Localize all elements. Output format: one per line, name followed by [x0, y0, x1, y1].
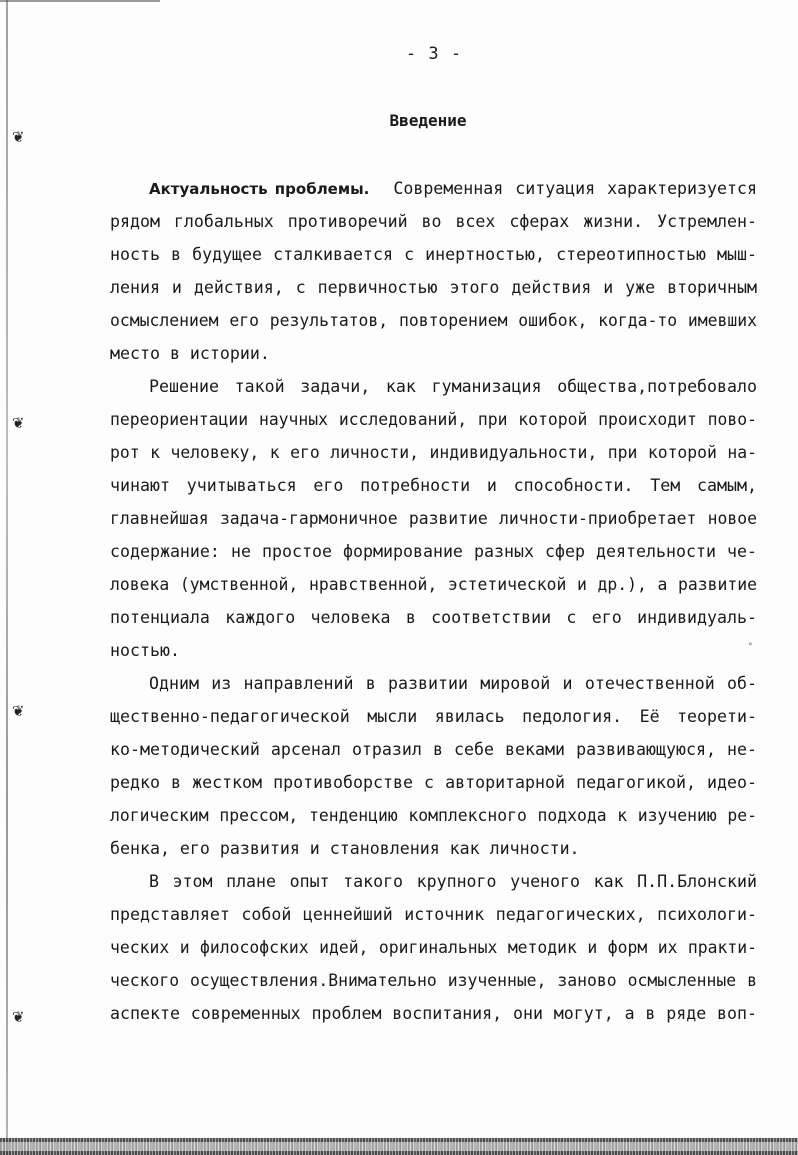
text-line: Актуальность проблемы. Современная ситуация характеризуется [149, 179, 757, 198]
text-line: ность в будущее сталкивается с инертностью, стереотипностью мыш- [110, 245, 757, 264]
text-line: главнейшая задача-гармоничное развитие личности-приобретает новое [110, 509, 757, 528]
text-line: чинают учитываться его потребности и способности. Тем самым, [110, 476, 757, 495]
text-line: аспекте современных проблем воспитания, они могут, а в ряде воп- [110, 1004, 757, 1023]
text-line: рядом глобальных противоречий во всех сферах жизни. Устремлен- [110, 212, 757, 231]
text-line: рот к человеку, к его личности, индивидуальности, при которой на- [110, 443, 757, 462]
text-line: ловека (умственной, нравственной, эстетической и др.), а развитие [110, 575, 757, 594]
section-heading: Введение [389, 111, 467, 130]
text-line: место в истории. [110, 344, 270, 363]
margin-mark-icon: ❦ [12, 702, 25, 720]
page-number: - 3 - [405, 44, 463, 64]
text-line: Решение такой задачи, как гуманизация общества,потребовало [149, 377, 757, 396]
text-line: переориентации научных исследований, при которой происходит пово- [110, 410, 757, 429]
margin-mark-icon: ❦ [12, 1008, 25, 1026]
text-line: бенка, его развития и становления как личности. [110, 839, 580, 858]
text-line: редко в жестком противоборстве с авторитарной педагогикой, идео- [110, 773, 757, 792]
margin-mark-icon: ❦ [12, 414, 25, 432]
body-text [110, 172, 757, 1030]
text-line: ческого осуществления.Внимательно изученные, заново осмысленные в [110, 971, 757, 990]
text-line: осмыслением его результатов, повторением ошибок, когда-то имевших [110, 311, 757, 330]
stray-mark: ° [748, 642, 753, 652]
text-line: потенциала каждого человека в соответствии с его индивидуаль- [110, 608, 757, 627]
text-line: ления и действия, с первичностью этого действия и уже вторичным [110, 278, 757, 297]
text-line: ностью. [110, 641, 180, 660]
text-line: ко-методический арсенал отразил в себе веками развивающуюся, не- [110, 740, 757, 759]
text-line: ческих и философских идей, оригинальных методик и форм их практи- [110, 938, 757, 957]
text-line: щественно-педагогической мысли явилась педология. Её теорети- [110, 707, 757, 726]
text-line: Одним из направлений в развитии мировой и отечественной об- [149, 674, 757, 693]
scan-artifact-bottom [0, 1138, 798, 1155]
text-line: содержание: не простое формирование разных сфер деятельности че- [110, 542, 757, 561]
text-line: представляет собой ценнейший источник педагогических, психологи- [110, 905, 757, 924]
scan-artifact-top [0, 0, 160, 2]
text-line: В этом плане опыт такого крупного ученого как П.П.Блонский [149, 872, 757, 891]
text-line: логическим прессом, тенденцию комплексного подхода к изучению ре- [110, 806, 757, 825]
binding-edge [6, 0, 8, 1155]
lead-phrase: Актуальность проблемы. [149, 180, 370, 198]
margin-mark-icon: ❦ [12, 128, 25, 146]
